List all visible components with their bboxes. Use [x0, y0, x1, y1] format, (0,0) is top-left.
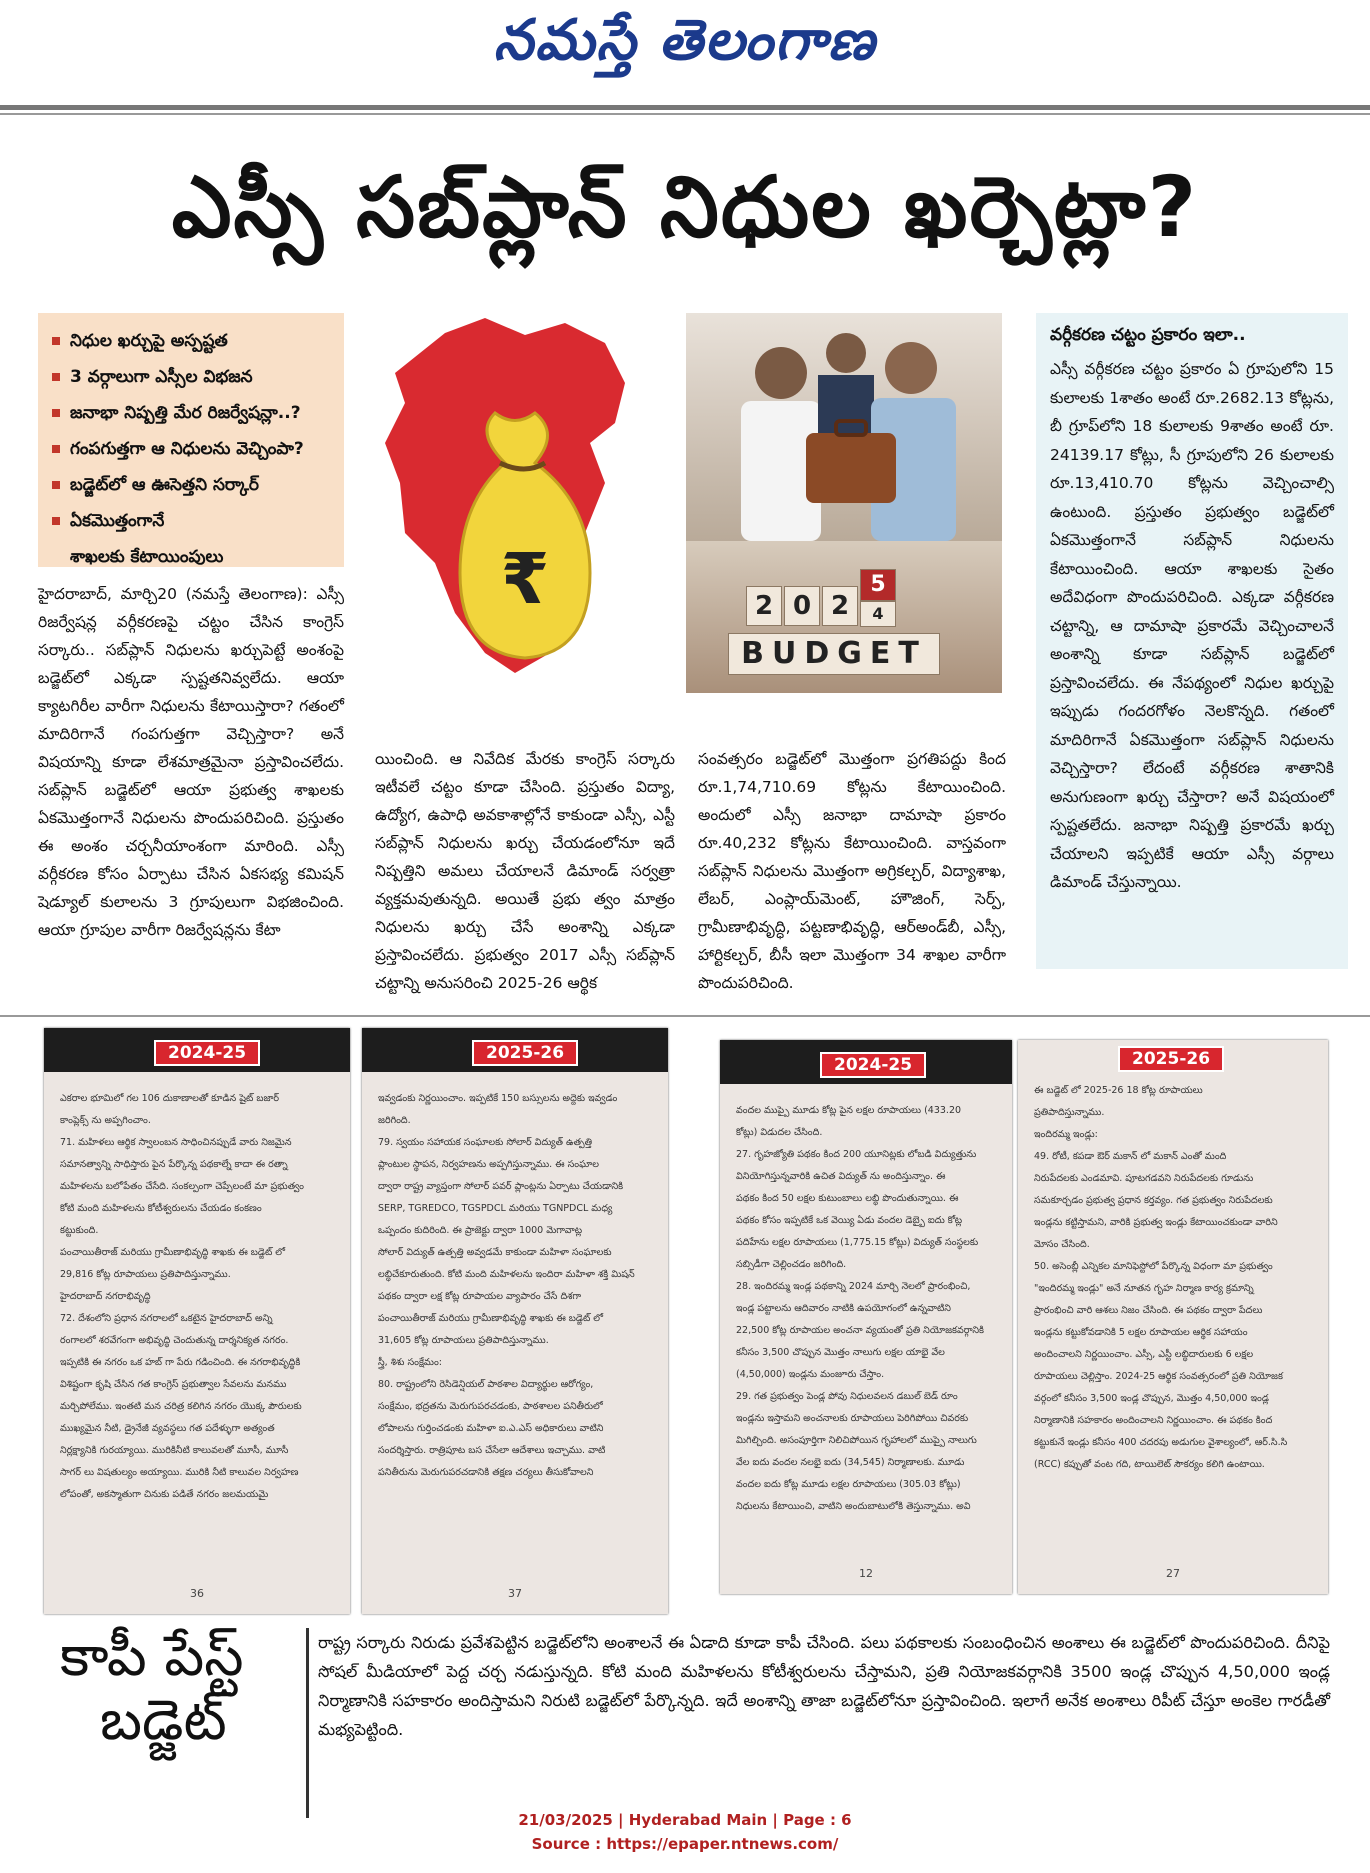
page-text: ఈ బడ్జెట్ లో 2025-26 18 కోట్ల రూపాయలు ప్రతిపాదిస్తున్నాము. ఇందిరమ్మ ఇండ్లు: 49. రోటీ, కపడా ఔర్ మకాన్ లో మకాన్ ఎంతో మంది నిరుపేదలకు ఎండమావి. పూటగడవని నిరుపేదలకు గూడును సమకూర్చడం ప్రభుత్వ ప్రధాన కర్తవ్యం. గత ప్రభుత్వం నిరుపేదలకు ఇండ్లను కట్టిస్తామని, వారికి ప్రభుత్వ ఇండ్లు కేటాయించకుండా వారిని మోసం చేసింది. 50. అసెంబ్లీ ఎన్నికల మానిఫెస్టోలో పేర్కొన్న విధంగా మా ప్రభుత్వం "ఇందిరమ్మ ఇండ్లు" అనే నూతన గృహ నిర్మాణ కార్య క్రమాన్ని ప్రారంభించి వారి ఆశలు నిజం చేసింది. ఈ పథకం ద్వారా పేదలు ఇండ్లను కట్టుకోవడానికి 5 లక్షల రూపాయల ఆర్థిక సహాయం అందించాలని నిర్ణయించాం. ఎస్సీ, ఎస్టీ లబ్ధిదారులకు 6 లక్షల రూపాయలు చెల్లిస్తాం. 2024-25 ఆర్థిక సంవత్సరంలో ప్రతి నియోజక వర్గంలో కనీసం 3,500 ఇండ్ల చొప్పున, మొత్తం 4,50,000 ఇండ్ల నిర్మాణానికి సహకారం అందించాలని నిర్ణయించాం. ఈ పథకం కింద కట్టుకునే ఇండ్లు కనీసం 400 చదరపు అడుగుల వైశాల్యంలో, ఆర్.సి.సి (RCC) కప్పుతో వంట గది, టాయిలెట్ సౌకర్యం కలిగి ఉంటాయి.: [1034, 1085, 1288, 1470]
sidebar-box: [1036, 313, 1348, 969]
bullet-icon: [52, 445, 60, 453]
rupee-symbol: ₹: [500, 538, 550, 620]
highlight-item-continued: శాఖలకు కేటాయింపులు: [70, 547, 224, 567]
article-column-1: హైదరాబాద్, మార్చి20 (నమస్తే తెలంగాణ): ఎస్సీ రిజర్వేషన్ల వర్గీకరణపై చట్టం చేసిన కాంగ్రెస్ సర్కారు.. సబ్‌ప్లాన్ నిధులను ఖర్చుపెట్టే అంశంపై బడ్జెట్‌లో ఎక్కడా స్పష్టతనివ్వలేదు. ఆయా క్యాటగిరీల వారీగా నిధులను కేటాయిస్తారా? గతంలో మాదిరిగానే గంపగుత్తగా వెచ్చిస్తారా? అనే విషయాన్ని కూడా లేశమాత్రమైనా ప్రస్తావించలేదు. సబ్‌ప్లాన్ బడ్జెట్‌లో ఆయా ప్రభుత్వ శాఖలకు ఏకమొత్తంగానే నిధులను పొందుపరిచింది. ప్రస్తుతం ఈ అంశం చర్చనీయాంశంగా మారింది. ఎస్సీ వర్గీకరణ కోసం ఏర్పాటు చేసిన ఏకసభ్య కమిషన్ షెడ్యూల్ కులాలను 3 గ్రూపులుగా విభజించింది. ఆయా గ్రూపుల వారీగా రిజర్వేషన్లను కేటా: [38, 585, 344, 939]
budget-page-photo-4: [1018, 1040, 1328, 1594]
page-number: 27: [1166, 1567, 1180, 1580]
page-number: 36: [190, 1587, 204, 1600]
article-column-3: సంవత్సరం బడ్జెట్‌లో మొత్తంగా ప్రగతిపద్దు కింద రూ.1,74,710.69 కోట్లను కేటాయించింది. అందులో ఎస్సీ జనాభా దామాషా ప్రకారం రూ.40,232 కోట్లను కేటాయించింది. వాస్తవంగా సబ్‌ప్లాన్ నిధులను మొత్తంగా అగ్రికల్చర్, విద్యాశాఖ, లేబర్, ఎంప్లాయ్‌మెంట్, హౌజింగ్, సెర్ప్, గ్రామీణాభివృద్ధి, పట్టణాభివృద్ధి, ఆర్‌అండ్‌బీ, ఎస్సీ, హార్టికల్చర్, బీసీ ఇలా మొత్తంగా 34 శాఖల వారీగా పొందుపరిచింది.: [698, 750, 1006, 992]
page-text: ఎకరాల భూమిలో గల 106 దుకాణాలతో కూడిన షైట్ బజార్ కాంప్లెక్స్ ను అప్పగించాం. 71. మహిళలు ఆర్థిక స్వాలంబన సాధించినప్పుడే వారు నిజమైన సమానత్వాన్ని సాధిస్తారు పైన పేర్కొన్న పథకాల్నే కాదా ఈ రత్నా మహిళలను బలోపేతం చేసేది. సంకల్పంగా చెప్పేలంటే మా ప్రభుత్వం కోటి మంది మహిళలను కోటీశ్వరులను చేయడం కంకణం కట్టుకుంది. పంచాయితీరాజ్ మరియు గ్రామీణాభివృద్ధి శాఖకు ఈ బడ్జెట్ లో 29,816 కోట్ల రూపాయలు ప్రతిపాదిస్తున్నాము. హైదరాబాద్ నగరాభివృద్ధి 72. దేశంలోని ప్రధాన నగరాలలో ఒకటైన హైదరాబాద్ అన్ని రంగాలలో శరవేగంగా అభివృద్ధి చెందుతున్న దార్శనిక్యత నగరం. ఇప్పటికి ఈ నగరం ఒక హబ్ గా పేరు గడించింది. ఈ నగరాభివృద్ధికి విశిష్టంగా కృషి చేసిన గత కాంగ్రెస్ ప్రభుత్వాల సేవలను మనము మర్చిపోలేము. ఇంతటి మన చరిత్ర కలిగిన నగరం యొక్క పౌరులకు ముఖ్యమైన నీటి, డ్రైనేజీ వ్యవస్థలు గత పదేళ్ళుగా అత్యంత నిర్లక్ష్యానికి గురయ్యాయి. మురికినీటి కాలువలతో మూసీ, మూసీ సాగర్ లు విషతుల్యం అయ్యాయి. మురికి నీటి కాలువల నిర్వహణ లోపంతో, అకస్మాతుగా చినుకు పడితే నగరం జలమయమై: [60, 1093, 304, 1500]
telangana-map-illustration: [375, 313, 687, 693]
copy-paste-divider: [306, 1628, 309, 1818]
copy-paste-title-line: బడ్జెట్: [100, 1688, 227, 1753]
section-divider: [0, 1015, 1370, 1017]
page-text: వందల ముప్పై మూడు కోట్ల పైన లక్షల రూపాయలు (433.20 కోట్లు) విడుదల చేసింది. 27. గృహజ్యోతి పథకం కింద 200 యూనిట్లకు లోబడి విద్యుత్తును వినియోగిస్తున్నవారికి ఉచిత విద్యుత్ ను అందిస్తున్నాం. ఈ పథకం కింద 50 లక్షల కుటుంబాలు లబ్ధి పొందుతున్నాయి. ఈ పథకం కోసం ఇప్పటికే ఒక వెయ్యి ఏడు వందల డెబ్బై ఐదు కోట్ల పదిహేను లక్షల రూపాయలు (1,775.15 కోట్లు) విద్యుత్ సంస్థలకు సబ్సిడీగా చెల్లించడం జరిగింది. 28. ఇందిరమ్మ ఇండ్ల పథకాన్ని 2024 మార్చి నెలలో ప్రారంభించి, ఇండ్ల పట్టాలను ఆదివారం నాటికి ఉపయోగంలో ఉన్నవాటిని 22,500 కోట్ల రూపాయల అంచనా వ్యయంతో ప్రతి నియోజకవర్గానికి కనీసం 3,500 చొప్పున మొత్తం నాలుగు లక్షల యాభై వేల (4,50,000) ఇండ్లను మంజూరు చేస్తాం. 29. గత ప్రభుత్వం పెండ్ల పోవు నిధులవలన డబుల్ బెడ్ రూం ఇండ్లను ఇస్తామని అంచనాలకు రూపాయలు పెరిగిపోయి చివరకు మిగిల్చింది. అసంపూర్తిగా నిలిచిపోయిన గృహాలలో ముప్పై నాలుగు వేల ఐదు వందల నలభై ఐదు (34,545) నిర్మాణాలకు. మూడు వందల ఐదు కోట్ల మూడు లక్షల రూపాయలు (305.03 కోట్లు) నిధులను కేటాయించి, వాటిని అందుబాటులోకి తెస్తున్నాము. అవి: [736, 1105, 984, 1512]
highlight-item: జనాభా నిష్పత్తి మేర రిజర్వేషన్లా..?: [52, 395, 334, 431]
budget-blocks-photo: [686, 541, 1002, 693]
digit-block-new: 5: [860, 569, 896, 601]
masthead: [0, 0, 1370, 95]
highlight-item: బడ్జెట్‌లో ఆ ఊసెత్తని సర్కార్: [52, 467, 334, 503]
page-number: 12: [859, 1567, 873, 1580]
highlight-item: ఏకమొత్తంగానే: [52, 503, 334, 539]
page-footer: [0, 1808, 1370, 1856]
sidebar-text: ఎస్సీ వర్గీకరణ చట్టం ప్రకారం ఏ గ్రూపులోని 15 కులాలకు 1శాతం అంటే రూ.2682.13 కోట్లను, బీ గ్రూప్‌లోని 18 కులాలకు 9శాతం అంటే రూ. 24139.17 కోట్లు, సీ గ్రూపులోని 26 కులాలకు రూ.13,410.70 కోట్లను వెచ్చించాల్సి ఉంటుంది. ప్రస్తుతం ప్రభుత్వం బడ్జెట్‌లో ఏకమొత్తంగానే సబ్‌ప్లాన్ నిధులను కేటాయించింది. ఆయా శాఖలకు సైతం అదేవిధంగా పొందుపరిచింది. ఎక్కడా వర్గీకరణ చట్టాన్ని, ఆ దామాషా ప్రకారమే వెచ్చించాలనే అంశాన్ని కూడా సబ్‌ప్లాన్ బడ్జెట్‌లో ప్రస్తావించలేదు. ఈ నేపథ్యంలో నిధుల ఖర్చుపై ఇప్పుడు గందరగోళం నెలకొన్నది. గతంలో మాదిరిగానే ఏకమొత్తంగా సబ్‌ప్లాన్ నిధులను వెచ్చిస్తారా? లేదంటే వర్గీకరణ శాతానికి అనుగుణంగా ఖర్చు చేస్తారా? అనే విషయంలో స్పష్టతలేదు. జనాభా నిష్పత్తి ప్రకారమే ఖర్చు చేయాలని ఇప్పటికే ఆయా ఎస్సీ వర్గాలు డిమాండ్ చేస్తున్నాయి.: [1050, 360, 1334, 891]
digit-block: 2: [746, 586, 782, 626]
map-money-bag-svg: [375, 313, 687, 693]
budget-page-photo-1: [44, 1028, 350, 1614]
article-column-2: యించింది. ఆ నివేదిక మేరకు కాంగ్రెస్ సర్కారు ఇటీవలే చట్టం కూడా చేసింది. ప్రస్తుతం విద్యా, ఉద్యోగ, ఉపాధి అవకాశాల్లోనే కాకుండా ఎస్సీ, ఎస్టీ సబ్‌ప్లాన్ నిధులను ఖర్చు చేయడంలోనూ ఇదే నిష్పత్తిని అమలు చేయాలనే డిమాండ్ సర్వత్రా వ్యక్తమవుతున్నది. అయితే ప్రభు త్వం మాత్రం నిధులను ఖర్చు చేసే అంశాన్ని ఎక్కడా ప్రస్తావించలేదు. ప్రభుత్వం 2017 ఎస్సీ సబ్‌ప్లాన్ చట్టాన్ని అనుసరించి 2025-26 ఆర్థిక: [375, 750, 675, 992]
bullet-icon: [52, 373, 60, 381]
highlight-item: నిధుల ఖర్చుపై అస్పష్టత: [52, 323, 334, 359]
page-number: 37: [508, 1587, 522, 1600]
year-tag: 2024-25: [820, 1052, 926, 1078]
budget-page-photo-2: [362, 1028, 668, 1614]
bullet-icon: [52, 409, 60, 417]
year-tag: 2025-26: [472, 1040, 578, 1066]
headline: ఎస్సీ సబ్‌ప్లాన్ నిధుల ఖర్చెట్లా?: [171, 158, 1199, 256]
bullet-icon: [52, 481, 60, 489]
digit-block: 2: [822, 586, 858, 626]
leaders-photo-svg: [686, 313, 1002, 541]
bullet-icon: [52, 337, 60, 345]
digit-block: 0: [784, 586, 820, 626]
year-tag: 2025-26: [1118, 1046, 1224, 1072]
footer-dateline: 21/03/2025 | Hyderabad Main | Page : 6: [518, 1811, 852, 1829]
page-text: ఇవ్వడంకు నిర్ణయించాం. ఇప్పటికే 150 బస్సులను అద్దెకు ఇవ్వడం జరిగింది. 79. స్వయం సహాయక సంఘాలకు సోలార్ విద్యుత్ ఉత్పత్తి ప్లాంటుల స్థాపన, నిర్వహణను అప్పగిస్తున్నాము. ఈ సంఘాల ద్వారా రాష్ట్ర వ్యాప్తంగా సోలార్ పవర్ ప్లాంట్లను ఏర్పాటు చేయడానికి SERP, TGREDCO, TGSPDCL మరియు TGNPDCL మధ్య ఒప్పందం కుదిరింది. ఈ ప్రాజెక్టు ద్వారా 1000 మెగావాట్ల సోలార్ విద్యుత్ ఉత్పత్తి అవ్వడమే కాకుండా మహిళా సంఘాలకు లబ్ధిచేకూరుతుంది. కోటి మంది మహిళలను ఇందిరా మహిళా శక్తి మిషన్ పథకం ద్వారా లక్ష కోట్ల రూపాయల వ్యాపారం చేసే దిశగా పంచాయితీరాజ్ మరియు గ్రామీణాభివృద్ధి శాఖకు ఈ బడ్జెట్ లో 31,605 కోట్ల రూపాయలు ప్రతిపాదిస్తున్నాము. స్త్రీ, శిశు సంక్షేమం: 80. రాష్ట్రంలోని రెసిడెన్షియల్ పాఠశాల విద్యార్థుల ఆరోగ్యం, సంక్షేమం, భద్రతను మెరుగుపరచడంకు, పాఠశాలల పనితీరులో లోపాలను గుర్తించడంకు మహిళా ఐ.ఎ.ఎస్ అధికారులు వాటిని సందర్శిస్తారు. రాత్రిపూట బస చేసేలా ఆదేశాలు ఇచ్చాము. వాటి పనితీరును మెరుగుపరచడానికి తక్షణ చర్యలు తీసుకోవాలని: [378, 1093, 635, 1478]
masthead-rule: [0, 105, 1370, 110]
highlights-box: [38, 313, 344, 567]
leaders-photo: [686, 313, 1002, 541]
copy-paste-text: రాష్ట్ర సర్కారు నిరుడు ప్రవేశపెట్టిన బడ్జెట్‌లోని అంశాలనే ఈ ఏడాది కూడా కాపీ చేసింది. పలు పథకాలకు సంబంధించిన అంశాలు ఈ బడ్జెట్‌లో పొందుపరిచింది. దీనిపై సోషల్ మీడియాలో పెద్ద చర్చ నడుస్తున్నది. కోటి మంది మహిళలను కోటీశ్వరులను చేస్తామని, ప్రతి నియోజకవర్గానికి 3500 ఇండ్ల చొప్పున 4,50,000 ఇండ్ల నిర్మాణానికి సహకారం అందిస్తామని నిరుటి బడ్జెట్‌లో పేర్కొన్నది. ఇదే అంశాన్ని తాజా బడ్జెట్‌లోనూ ప్రస్తావించింది. ఇలాగే అనేక అంశాలు రిపీట్ చేస్తూ అంకెల గారడీతో మభ్యపెట్టింది.: [318, 1633, 1330, 1739]
briefcase-icon: [806, 433, 896, 503]
bullet-icon: [52, 517, 60, 525]
highlight-item: 3 వర్గాలుగా ఎస్సీల విభజన: [52, 359, 334, 395]
highlight-item: గంపగుత్తగా ఆ నిధులను వెచ్చిం‌పా?: [52, 431, 334, 467]
year-tag: 2024-25: [154, 1040, 260, 1066]
sidebar-heading: వర్గీకరణ చట్టం ప్రకారం ఇలా..: [1050, 325, 1246, 345]
budget-page-photo-3: [720, 1040, 1012, 1594]
budget-photo-collage: [686, 313, 1002, 693]
copy-paste-title-line: కాపీ పేస్ట్: [60, 1624, 244, 1689]
masthead-rule-thin: [0, 113, 1370, 115]
footer-source: Source : https://epaper.ntnews.com/: [531, 1835, 839, 1853]
digit-block-old: 4: [860, 601, 896, 627]
newspaper-logo: నమస్తే తెలంగాణ: [493, 7, 877, 73]
budget-word-block: BUDGET: [728, 633, 940, 675]
